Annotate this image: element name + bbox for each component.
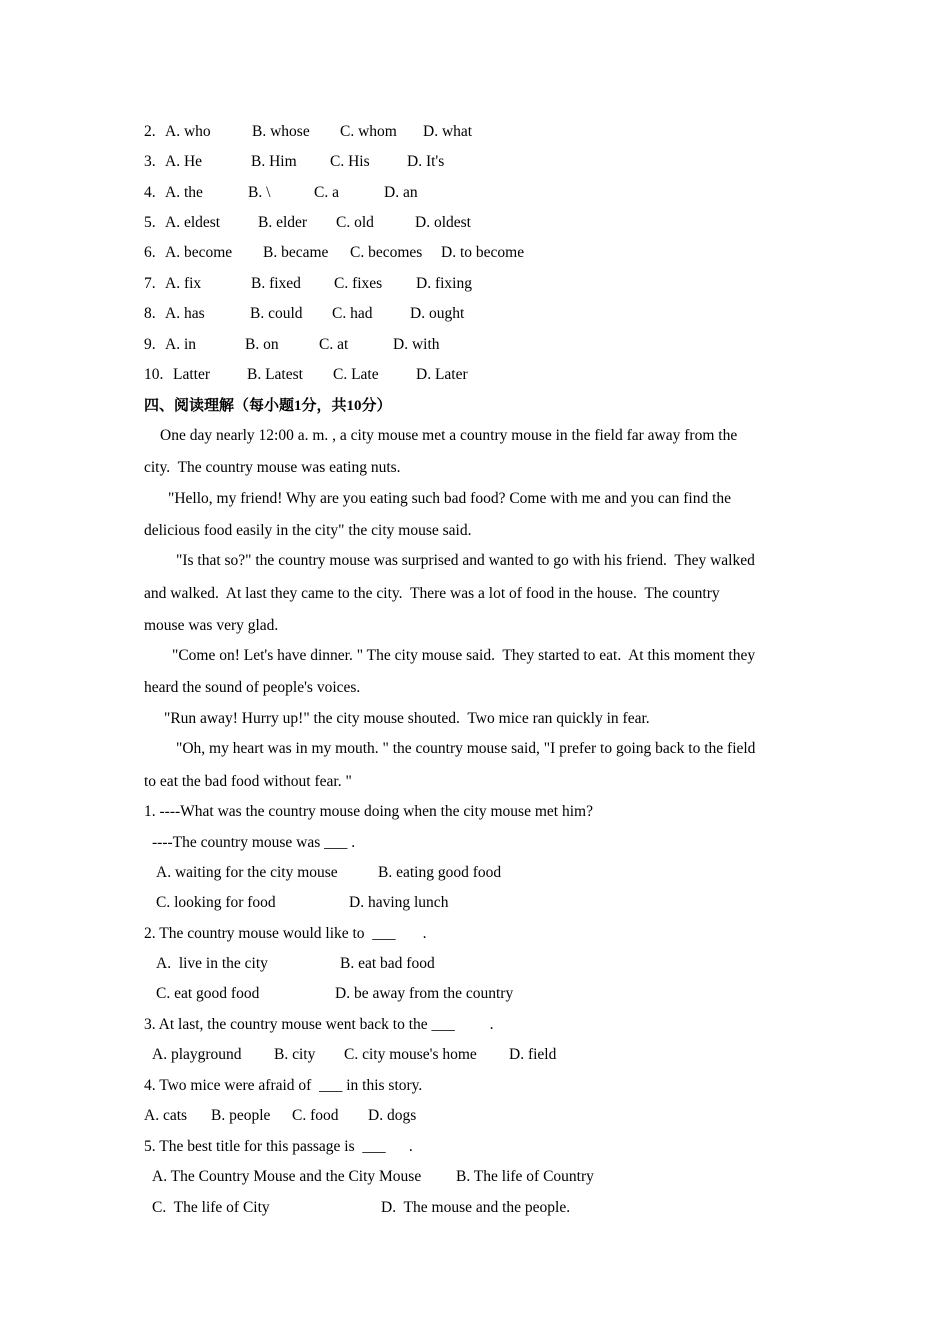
option-b: B. fixed — [251, 275, 301, 292]
option-c: C. at — [319, 336, 349, 353]
option-b: B. Him — [251, 153, 297, 170]
question-2-stem: 2. The country mouse would like to ___ . — [144, 925, 427, 942]
option-c: C. looking for food — [156, 894, 276, 911]
option-a: A. cats — [144, 1107, 188, 1124]
option-a: A. has — [165, 305, 205, 322]
row-number: 6. — [144, 244, 156, 261]
passage-line: "Is that so?" the country mouse was surprised and wanted to go with his friend. They walked — [176, 552, 755, 569]
passage-line: and walked. At last they came to the city. There was a lot of food in the house. The country — [144, 585, 720, 602]
row-number: 7. — [144, 275, 156, 292]
option-c: C. old — [336, 214, 374, 231]
option-a: A. playground — [152, 1046, 242, 1063]
row-number: 9. — [144, 336, 156, 353]
option-a: A. the — [165, 184, 203, 201]
option-d: D. field — [509, 1046, 557, 1063]
heading-text-pre: 四、阅读理解（每小题 — [144, 396, 295, 414]
heading-text-post: 分） — [361, 396, 392, 414]
passage-line: One day nearly 12:00 a. m. , a city mouse met a country mouse in the field far away from the — [160, 427, 738, 444]
question-4-stem: 4. Two mice were afraid of ___ in this story. — [144, 1077, 423, 1094]
question-1-stem: 1. ----What was the country mouse doing when the city mouse met him? — [144, 803, 593, 820]
option-b: B. Latest — [247, 366, 303, 383]
option-c: C. food — [292, 1107, 339, 1124]
option-d: D. dogs — [368, 1107, 417, 1124]
option-c: C. His — [330, 153, 370, 170]
option-c: C. becomes — [350, 244, 423, 261]
option-d: D. fixing — [416, 275, 472, 292]
option-a: A. eldest — [165, 214, 221, 231]
option-b: B. city — [274, 1046, 316, 1063]
option-a: A. become — [165, 244, 233, 261]
option-d: D. having lunch — [349, 894, 449, 911]
passage-line: "Run away! Hurry up!" the city mouse shouted. Two mice ran quickly in fear. — [164, 710, 650, 727]
passage-line: mouse was very glad. — [144, 617, 279, 634]
question-5-stem: 5. The best title for this passage is ___ . — [144, 1138, 413, 1155]
option-c: C. fixes — [334, 275, 383, 292]
passage-line: "Hello, my friend! Why are you eating such bad food? Come with me and you can find the — [168, 490, 732, 507]
option-a: A. waiting for the city mouse — [156, 864, 338, 881]
option-d: D. Later — [416, 366, 468, 383]
question-3-stem: 3. At last, the country mouse went back to the ___ . — [144, 1016, 494, 1033]
option-c: C. a — [314, 184, 339, 201]
option-b: B. elder — [258, 214, 308, 231]
passage-line: heard the sound of people's voices. — [144, 679, 361, 696]
row-number: 8. — [144, 305, 156, 322]
section-heading — [144, 395, 392, 416]
row-number: 3. — [144, 153, 156, 170]
option-c: C. had — [332, 305, 373, 322]
option-d: D. to become — [441, 244, 525, 261]
option-b: B. whose — [252, 123, 310, 140]
passage-line: "Oh, my heart was in my mouth. " the country mouse said, "I prefer to going back to the field — [176, 740, 756, 757]
passage-line: city. The country mouse was eating nuts. — [144, 459, 401, 476]
option-a: A. who — [165, 123, 211, 140]
question-1-stem-2: ----The country mouse was ___ . — [152, 834, 356, 851]
row-number: 4. — [144, 184, 156, 201]
option-d: D. oldest — [415, 214, 471, 231]
passage-line: delicious food easily in the city" the city mouse said. — [144, 522, 472, 539]
option-c: C. The life of City — [152, 1199, 270, 1216]
option-b: B. could — [250, 305, 303, 322]
passage-line: "Come on! Let's have dinner. " The city mouse said. They started to eat. At this moment they — [172, 647, 756, 664]
option-c: C. eat good food — [156, 985, 260, 1002]
heading-number-1: 1 — [294, 398, 302, 414]
question-5-options-row-2 — [144, 1198, 571, 1258]
row-number: 2. — [144, 123, 156, 140]
option-b: B. people — [211, 1107, 271, 1124]
option-a: A. live in the city — [156, 955, 268, 972]
option-d: D. be away from the country — [335, 985, 514, 1002]
option-b: B. eating good food — [378, 864, 502, 881]
option-d: D. with — [393, 336, 440, 353]
option-a: Latter — [173, 366, 211, 383]
option-d: D. what — [423, 123, 473, 140]
option-b: B. The life of Country — [456, 1168, 594, 1185]
heading-text-mid: 分，共 — [301, 396, 347, 414]
row-number: 10. — [144, 366, 164, 383]
option-a: A. in — [165, 336, 196, 353]
option-d: D. ought — [410, 305, 465, 322]
option-c: C. Late — [333, 366, 379, 383]
option-d: D. It's — [407, 153, 445, 170]
option-d: D. an — [384, 184, 418, 201]
option-a: A. fix — [165, 275, 202, 292]
option-a: A. The Country Mouse and the City Mouse — [152, 1168, 422, 1185]
option-b: B. on — [245, 336, 279, 353]
option-d: D. The mouse and the people. — [381, 1199, 571, 1216]
option-b: B. became — [263, 244, 329, 261]
row-number: 5. — [144, 214, 156, 231]
option-b: B. eat bad food — [340, 955, 435, 972]
option-a: A. He — [165, 153, 203, 170]
heading-number-2: 10 — [346, 398, 362, 414]
option-b: B. \ — [248, 184, 271, 201]
option-c: C. whom — [340, 123, 397, 140]
passage-line: to eat the bad food without fear. " — [144, 773, 352, 790]
option-c: C. city mouse's home — [344, 1046, 477, 1063]
